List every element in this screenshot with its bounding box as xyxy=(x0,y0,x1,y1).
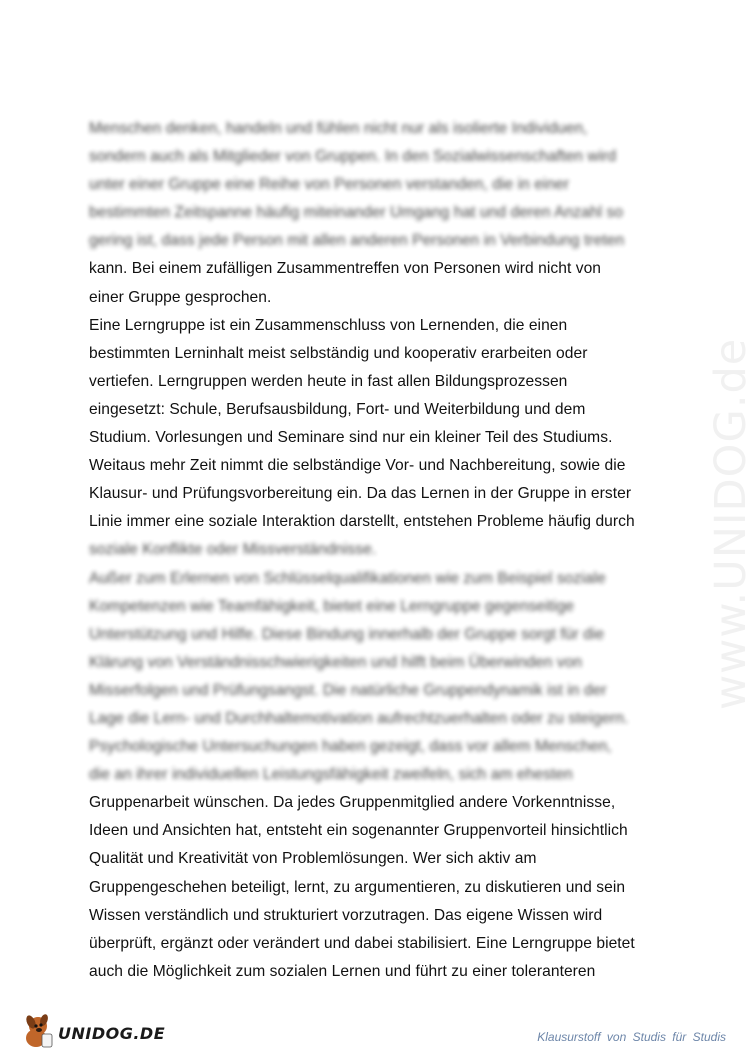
text-line: Klausur- und Prüfungsvorbereitung ein. Da das Lernen in der Gruppe in erster xyxy=(89,485,632,503)
blurred-text-line: unter einer Gruppe eine Reihe von Personen verstanden, die in einer xyxy=(89,176,570,194)
text-line: eingesetzt: Schule, Berufsausbildung, Fort- und Weiterbildung und dem xyxy=(89,400,586,418)
blurred-text-line: Kompetenzen wie Teamfähigkeit, bietet eine Lerngruppe gegenseitige xyxy=(89,597,575,615)
watermark: www.UNIDOG.de xyxy=(706,337,756,710)
footer-tagline: Klausurstoff von Studis für Studis xyxy=(537,1030,726,1044)
blurred-text-line: Menschen denken, handeln und fühlen nicht nur als isolierte Individuen, xyxy=(89,120,588,137)
body-text xyxy=(89,115,669,986)
blurred-text-line: bestimmten Zeitspanne häufig miteinander Umgang hat und deren Anzahl so xyxy=(89,204,624,222)
text-line: Studium. Vorlesungen und Seminare sind nur ein kleiner Teil des Studiums. xyxy=(89,429,613,447)
dog-mascot-icon xyxy=(22,1012,62,1050)
blurred-text-line: sondern auch als Mitglieder von Gruppen. In den Sozialwissenschaften wird xyxy=(89,148,617,166)
text-line: Eine Lerngruppe ist ein Zusammenschluss von Lernenden, die einen xyxy=(89,316,568,334)
text-line: kann. Bei einem zufälligen Zusammentreffen von Personen wird nicht von xyxy=(89,260,602,278)
blurred-text-line: Lage die Lern- und Durchhaltemotivation aufrechtzuerhalten oder zu steigern. xyxy=(89,709,629,727)
text-line: Linie immer eine soziale Interaktion darstellt, entstehen Probleme häufig durch xyxy=(89,513,635,531)
text-line: auch die Möglichkeit zum sozialen Lernen und führt zu einer toleranteren xyxy=(89,962,596,980)
text-line: Qualität und Kreativität von Problemlösungen. Wer sich aktiv am xyxy=(89,850,537,868)
text-line: Ideen und Ansichten hat, entsteht ein sogenannter Gruppenvorteil hinsichtlich xyxy=(89,822,628,840)
blurred-text-line: Außer zum Erlernen von Schlüsselqualifikationen wie zum Beispiel soziale xyxy=(89,569,606,587)
blurred-text-line: die an ihrer individuellen Leistungsfähigkeit zweifeln, sich am ehesten xyxy=(89,766,573,784)
text-line: vertiefen. Lerngruppen werden heute in fast allen Bildungsprozessen xyxy=(89,372,568,390)
blurred-text-line: Unterstützung und Hilfe. Diese Bindung innerhalb der Gruppe sorgt für die xyxy=(89,625,605,643)
logo-text: UNIDOG.DE xyxy=(58,1024,166,1043)
text-line: Gruppengeschehen beteiligt, lernt, zu argumentieren, zu diskutieren und sein xyxy=(89,878,626,896)
blurred-text-line: Klärung von Verständnisschwierigkeiten und hilft beim Überwinden von xyxy=(89,653,583,671)
text-line: bestimmten Lerninhalt meist selbständig und kooperativ erarbeiten oder xyxy=(89,344,588,362)
blurred-text-line: gering ist, dass jede Person mit allen anderen Personen in Verbindung treten xyxy=(89,232,625,250)
blurred-text-line: soziale Konflikte oder Missverständnisse. xyxy=(89,541,377,559)
text-line: Weitaus mehr Zeit nimmt die selbständige Vor- und Nachbereitung, sowie die xyxy=(89,457,626,475)
text-line: einer Gruppe gesprochen. xyxy=(89,288,272,306)
footer-logo xyxy=(22,1012,166,1052)
text-line: Gruppenarbeit wünschen. Da jedes Gruppenmitglied andere Vorkenntnisse, xyxy=(89,794,616,812)
text-line: überprüft, ergänzt oder verändert und dabei stabilisiert. Eine Lerngruppe bietet xyxy=(89,934,635,952)
blurred-text-line: Misserfolgen und Prüfungsangst. Die natürliche Gruppendynamik ist in der xyxy=(89,681,607,699)
text-line: Wissen verständlich und strukturiert vorzutragen. Das eigene Wissen wird xyxy=(89,906,603,924)
blurred-text-line: Psychologische Untersuchungen haben gezeigt, dass vor allem Menschen, xyxy=(89,738,612,756)
